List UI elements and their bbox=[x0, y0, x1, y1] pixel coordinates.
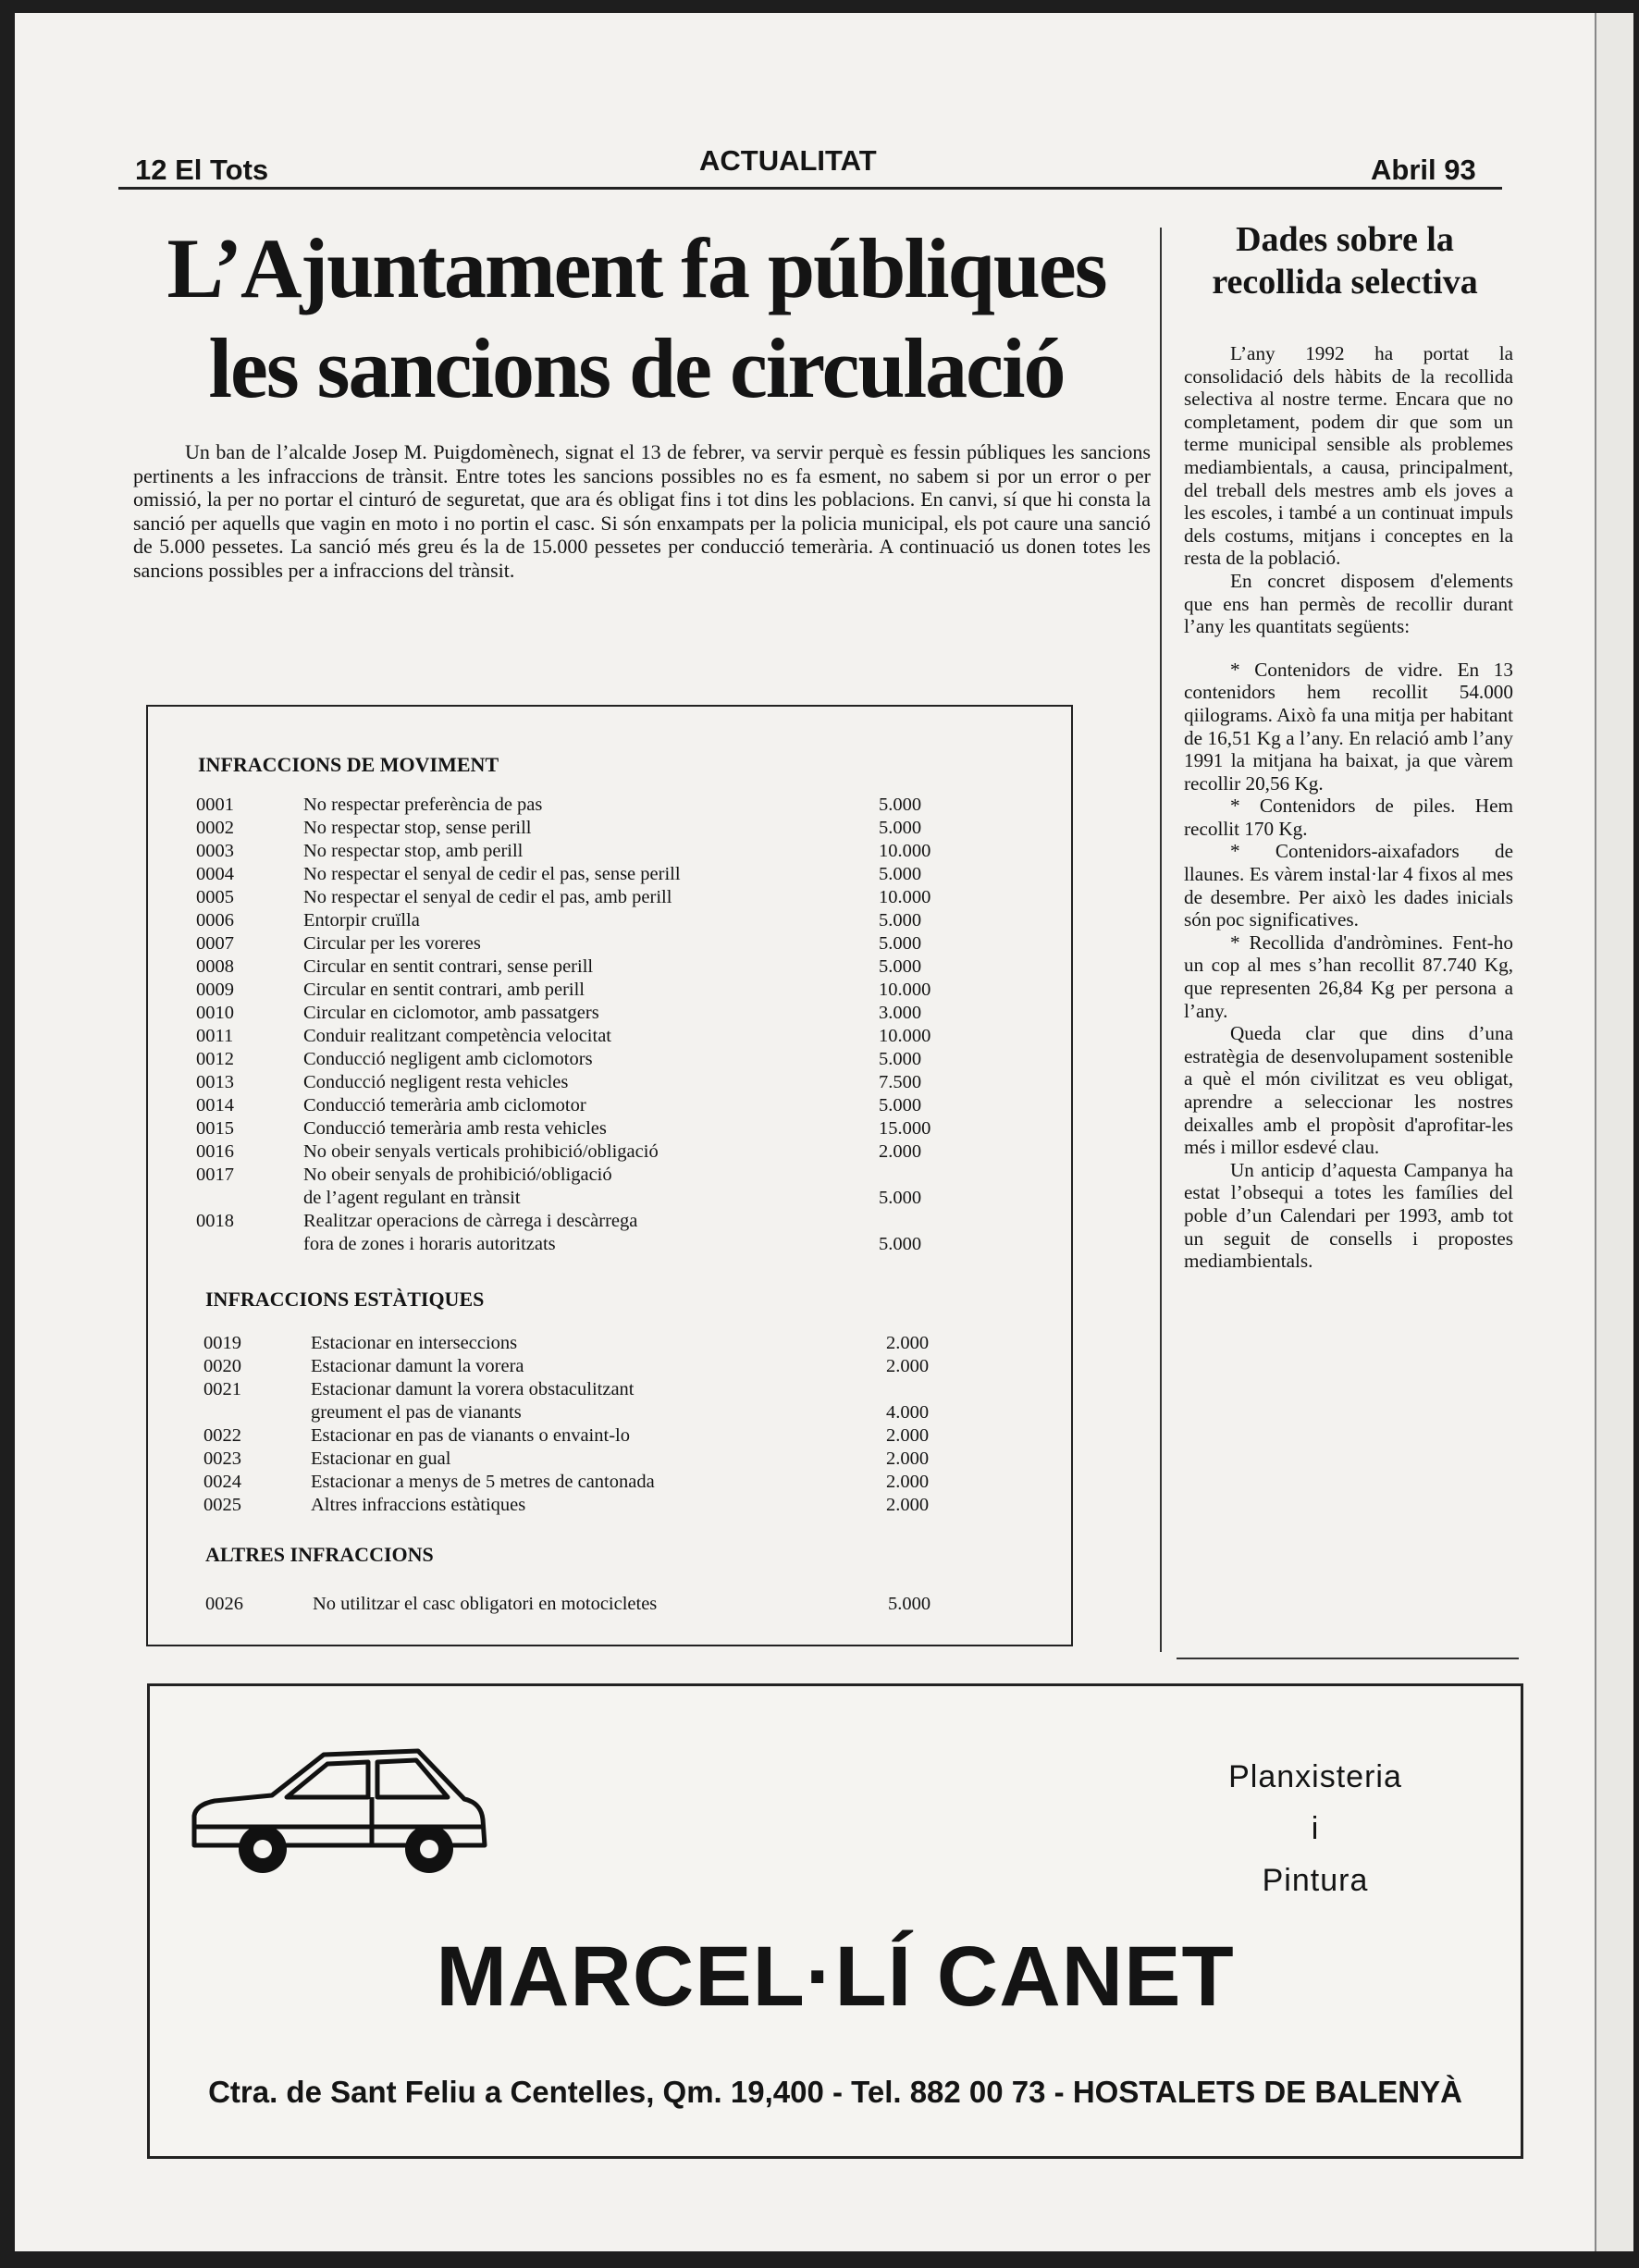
sanction-amount: 5.000 bbox=[879, 956, 922, 977]
sanction-description: Estacionar en gual bbox=[311, 1448, 451, 1469]
sidebar-paragraph: En concret disposem d'elements que ens han permès de recollir durant l’any les quantitats següents: bbox=[1184, 569, 1513, 638]
advertisement bbox=[147, 1683, 1523, 2159]
headline-line-2: les sancions de circulació bbox=[208, 321, 1065, 415]
article-intro: Un ban de l’alcalde Josep M. Puigdomènech, signat el 13 de febrer, va servir perquè es fessin públiques les sancions pertinents a les infraccions de trànsit. Entre totes les sancions possibles no es fa esment, no sabem si por un error o per omissió, la per no portar el cinturó de seguretat, que ara és obligat fins i tot dins les poblacions. En canvi, sí que hi consta la sanció per aquells que vagin en moto i no portin el casc. Si són enxampats per la policia municipal, els pot caure una sanció de 5.000 pessetes. La sanció més greu és la de 15.000 pessetes per conducció temerària. A continuació us donen totes les sancions possibles per a infraccions del trànsit. bbox=[133, 440, 1151, 582]
sanction-code: 0023 bbox=[203, 1448, 241, 1469]
sanction-code: 0011 bbox=[196, 1026, 234, 1046]
sanction-amount: 5.000 bbox=[879, 795, 922, 815]
newspaper-page bbox=[15, 13, 1595, 2251]
sanction-description: Realitzar operacions de càrrega i descàrrega fora de zones i horaris autoritzats bbox=[303, 1211, 638, 1254]
sidebar-body bbox=[1184, 342, 1513, 1273]
sidebar-title: Dades sobre la recollida selectiva bbox=[1212, 220, 1478, 302]
sanction-description: Conducció negligent amb ciclomotors bbox=[303, 1049, 593, 1069]
sidebar-paragraph: * Contenidors de piles. Hem recollit 170 Kg. bbox=[1184, 795, 1513, 840]
sidebar-paragraph: Queda clar que dins d’una estratègia de desenvolupament sostenible a què el món civilitzat es veu obligat, aprendre a seleccionar les nostres deixalles amb el propòsit d'aprofitar-les més i millor esdevé clau. bbox=[1184, 1022, 1513, 1159]
estatiques-section-title: INFRACCIONS ESTÀTIQUES bbox=[205, 1288, 485, 1311]
page-number-label: 12 El Tots bbox=[135, 154, 269, 186]
sidebar-paragraph: * Recollida d'andròmines. Fent-ho un cop al mes s’han recollit 87.740 Kg, que representen 26,84 Kg per persona a l’any. bbox=[1184, 931, 1513, 1022]
sanction-amount: 10.000 bbox=[879, 887, 931, 907]
sanction-description: Circular en ciclomotor, amb passatgers bbox=[303, 1003, 599, 1023]
sanction-amount: 5.000 bbox=[879, 1188, 922, 1208]
sanction-code: 0017 bbox=[196, 1165, 234, 1185]
altres-section-title: ALTRES INFRACCIONS bbox=[205, 1543, 434, 1566]
sanction-amount: 10.000 bbox=[879, 1026, 931, 1046]
sanction-description: Circular en sentit contrari, amb perill bbox=[303, 980, 585, 1000]
sanction-code: 0006 bbox=[196, 910, 234, 931]
sanction-description: Estacionar en interseccions bbox=[311, 1333, 518, 1353]
sanction-description: No utilitzar el casc obligatori en motocicletes bbox=[313, 1594, 658, 1614]
sanction-description: Conducció temerària amb ciclomotor bbox=[303, 1095, 586, 1116]
sanction-amount: 5.000 bbox=[888, 1594, 931, 1614]
sidebar-paragraph: Un anticip d’aquesta Campanya ha estat l’obsequi a totes les famílies del poble d’un Calendari per 1993, amb tot un seguit de consells i propostes mediambientals. bbox=[1184, 1158, 1513, 1273]
sanction-code: 0008 bbox=[196, 956, 234, 977]
sanction-code: 0026 bbox=[205, 1594, 243, 1614]
sanction-code: 0002 bbox=[196, 818, 234, 838]
sanction-code: 0004 bbox=[196, 864, 234, 884]
sanction-amount: 4.000 bbox=[886, 1402, 930, 1423]
sanction-amount: 7.500 bbox=[879, 1072, 922, 1092]
sanction-description: Entorpir cruïlla bbox=[303, 910, 420, 931]
sidebar-paragraph: * Contenidors de vidre. En 13 contenidors hem recollit 54.000 qiilograms. Això fa una mitja per habitant de 16,51 Kg a l’any. En relació amb l’any 1991 la mitjana ha baixat, ja que vàrem recollir 20,56 Kg. bbox=[1184, 658, 1513, 795]
sanction-description: No respectar preferència de pas bbox=[303, 795, 543, 815]
sanction-description: Conducció temerària amb resta vehicles bbox=[303, 1118, 607, 1139]
sanction-description: Conduir realitzant competència velocitat bbox=[303, 1026, 611, 1046]
sidebar-rule bbox=[1177, 1658, 1519, 1659]
header-rule bbox=[118, 187, 1502, 190]
ad-services bbox=[1204, 1751, 1426, 1906]
sanction-amount: 5.000 bbox=[879, 933, 922, 954]
sanction-amount: 15.000 bbox=[879, 1118, 931, 1139]
sanction-code: 0022 bbox=[203, 1425, 241, 1446]
sanction-amount: 5.000 bbox=[879, 1049, 922, 1069]
sanction-description: Conducció negligent resta vehicles bbox=[303, 1072, 569, 1092]
sanctions-table bbox=[146, 705, 1073, 1646]
sanction-description: Estacionar en pas de vianants o envaint-lo bbox=[311, 1425, 630, 1446]
sanction-description: Estacionar damunt la vorera obstaculitzant greument el pas de vianants bbox=[311, 1379, 635, 1423]
car-icon bbox=[187, 1742, 492, 1880]
sanction-code: 0014 bbox=[196, 1095, 234, 1116]
sanction-code: 0018 bbox=[196, 1211, 234, 1231]
sanction-description: No obeir senyals de prohibició/obligació de l’agent regulant en trànsit bbox=[303, 1165, 612, 1208]
ad-address: Ctra. de Sant Feliu a Centelles, Qm. 19,400 - Tel. 882 00 73 - HOSTALETS DE BALENYÀ bbox=[208, 2075, 1462, 2109]
sanction-amount: 2.000 bbox=[886, 1472, 930, 1492]
sanction-amount: 10.000 bbox=[879, 841, 931, 861]
sanction-description: No respectar stop, sense perill bbox=[303, 818, 532, 838]
sanction-description: Estacionar a menys de 5 metres de cantonada bbox=[311, 1472, 655, 1492]
sanction-code: 0025 bbox=[203, 1495, 241, 1515]
sanction-amount: 5.000 bbox=[879, 818, 922, 838]
sanction-amount: 5.000 bbox=[879, 910, 922, 931]
adjacent-page-edge bbox=[1595, 13, 1633, 2251]
column-divider bbox=[1160, 228, 1162, 1652]
sanction-amount: 2.000 bbox=[886, 1356, 930, 1376]
ad-services-line-2: i bbox=[1311, 1811, 1320, 1846]
ad-services-line-1: Planxisteria bbox=[1228, 1759, 1402, 1794]
sanction-amount: 2.000 bbox=[886, 1333, 930, 1353]
sanction-amount: 3.000 bbox=[879, 1003, 922, 1023]
sidebar-paragraph: * Contenidors-aixafadors de llaunes. Es vàrem instal·lar 4 fixos al mes de desembre. Per això les dades inicials són poc significatives. bbox=[1184, 840, 1513, 931]
sanction-code: 0009 bbox=[196, 980, 234, 1000]
sanction-code: 0019 bbox=[203, 1333, 241, 1353]
sanction-amount: 2.000 bbox=[886, 1448, 930, 1469]
sanction-description: No respectar el senyal de cedir el pas, sense perill bbox=[303, 864, 681, 884]
ad-services-line-3: Pintura bbox=[1262, 1863, 1369, 1898]
moviment-section-title: INFRACCIONS DE MOVIMENT bbox=[198, 753, 499, 776]
headline-line-1: L’Ajuntament fa públiques bbox=[166, 221, 1106, 315]
sanction-code: 0001 bbox=[196, 795, 234, 815]
sanction-code: 0021 bbox=[203, 1379, 241, 1399]
article-headline bbox=[118, 218, 1154, 418]
sanction-description: Circular en sentit contrari, sense perill bbox=[303, 956, 594, 977]
issue-date: Abril 93 bbox=[1371, 154, 1476, 186]
sanction-code: 0020 bbox=[203, 1356, 241, 1376]
sanction-code: 0010 bbox=[196, 1003, 234, 1023]
sanction-description: No obeir senyals verticals prohibició/obligació bbox=[303, 1141, 659, 1162]
sanction-amount: 5.000 bbox=[879, 864, 922, 884]
section-label: ACTUALITAT bbox=[699, 144, 877, 177]
sanction-amount: 5.000 bbox=[879, 1095, 922, 1116]
sanction-description: Altres infraccions estàtiques bbox=[311, 1495, 526, 1515]
sanction-amount: 5.000 bbox=[879, 1234, 922, 1254]
sanction-amount: 2.000 bbox=[886, 1425, 930, 1446]
ad-business-name: MARCEL·LÍ CANET bbox=[436, 1929, 1235, 2024]
sanction-code: 0024 bbox=[203, 1472, 241, 1492]
sanction-code: 0015 bbox=[196, 1118, 234, 1139]
sanction-code: 0007 bbox=[196, 933, 234, 954]
sanction-description: Estacionar damunt la vorera bbox=[311, 1356, 524, 1376]
sanction-description: Circular per les voreres bbox=[303, 933, 481, 954]
sanction-code: 0003 bbox=[196, 841, 234, 861]
sidebar-paragraph: L’any 1992 ha portat la consolidació dels hàbits de la recollida selectiva al nostre terme. Encara que no completament, podem dir que som un terme municipal sensible als problemes mediambientals, a causa, principalment, del treball dels mestres amb els joves a les escoles, i també a un continuat impuls dels costums, mitjans i conceptes en la resta de la població. bbox=[1184, 342, 1513, 570]
sanction-description: No respectar stop, amb perill bbox=[303, 841, 524, 861]
sanction-code: 0005 bbox=[196, 887, 234, 907]
sanction-description: No respectar el senyal de cedir el pas, amb perill bbox=[303, 887, 672, 907]
sanction-code: 0012 bbox=[196, 1049, 234, 1069]
sanction-amount: 10.000 bbox=[879, 980, 931, 1000]
sanction-amount: 2.000 bbox=[886, 1495, 930, 1515]
sanction-code: 0016 bbox=[196, 1141, 234, 1162]
sanction-amount: 2.000 bbox=[879, 1141, 922, 1162]
sanction-code: 0013 bbox=[196, 1072, 234, 1092]
